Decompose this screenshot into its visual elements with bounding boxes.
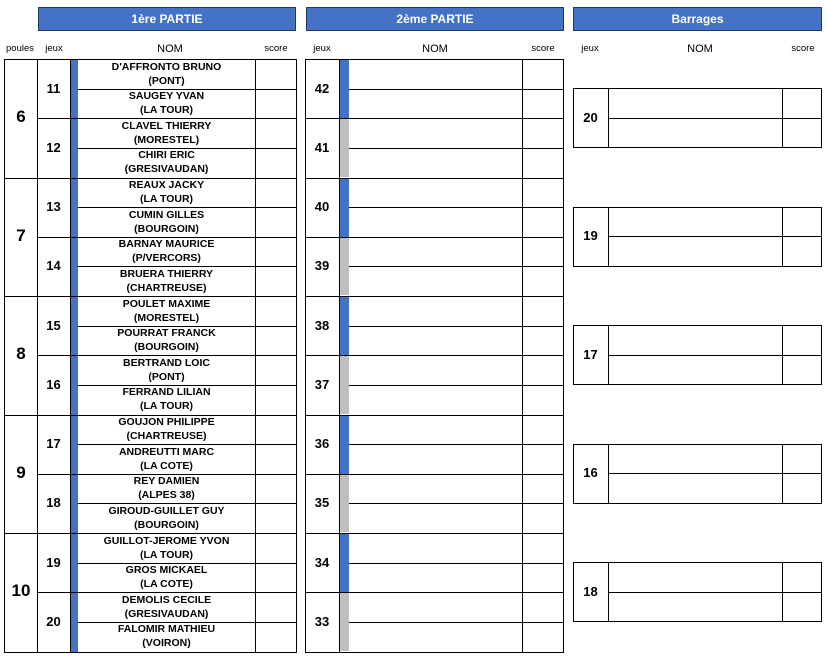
player-club: (LA COTE) xyxy=(140,578,193,591)
player-divider xyxy=(349,148,564,149)
player-club: (CHARTREUSE) xyxy=(126,430,207,442)
part2-bar-blue xyxy=(340,416,349,474)
player-club: (ALPES 38) xyxy=(138,489,195,502)
player-divider xyxy=(349,563,564,564)
player-name: POULET MAXIME xyxy=(122,297,211,310)
game-number: 11 xyxy=(46,80,61,96)
game-divider xyxy=(305,355,564,356)
player-divider xyxy=(608,592,822,593)
player-name: FALOMIR MATHIEU xyxy=(117,623,216,636)
poule-number: 6 xyxy=(16,107,26,127)
game-number: 17 xyxy=(46,436,61,452)
game-number: 19 xyxy=(46,554,61,570)
player-divider xyxy=(349,326,564,327)
game-number: 19 xyxy=(583,228,598,243)
part2-bar-blue xyxy=(340,297,349,355)
player-divider xyxy=(349,444,564,445)
player-name: POURRAT FRANCK xyxy=(117,327,216,340)
header-part1: 1ère PARTIE xyxy=(38,7,296,31)
player-club: (GRESIVAUDAN) xyxy=(124,163,209,176)
player-divider xyxy=(349,503,564,504)
part2-bar-grey xyxy=(340,592,349,650)
game-number: 16 xyxy=(583,465,598,480)
player-club: (VOIRON) xyxy=(142,637,191,650)
game-number: 12 xyxy=(46,139,61,155)
game-number: 33 xyxy=(314,613,330,629)
player-club: (MORESTEL) xyxy=(133,311,200,324)
game-number: 14 xyxy=(46,258,61,274)
player-divider xyxy=(608,355,822,356)
game-number: 20 xyxy=(46,613,61,629)
player-name: CUMIN GILLES xyxy=(128,208,205,221)
game-number: 34 xyxy=(314,554,330,570)
player-club: (LA TOUR) xyxy=(139,104,194,117)
game-number: 36 xyxy=(314,436,330,452)
player-name: GOUJON PHILIPPE xyxy=(118,416,215,428)
game-number: 40 xyxy=(314,199,330,215)
game-number: 20 xyxy=(583,109,598,125)
player-divider xyxy=(349,207,564,208)
player-name: GROS MICKAEL xyxy=(125,564,208,577)
header-barrages: Barrages xyxy=(573,7,822,31)
game-number: 17 xyxy=(583,346,598,362)
player-club: (CHARTREUSE) xyxy=(126,281,207,294)
player-name: DEMOLIS CECILE xyxy=(121,593,212,606)
part2-bar-grey xyxy=(340,237,349,295)
colhead-score-3: score xyxy=(791,43,815,54)
player-club: (GRESIVAUDAN) xyxy=(124,607,209,620)
player-name: CLAVEL THIERRY xyxy=(121,119,212,132)
poule-number: 7 xyxy=(16,225,26,245)
colhead-poules: poules xyxy=(6,43,34,54)
header-part2: 2ème PARTIE xyxy=(306,7,564,31)
game-divider xyxy=(305,592,564,593)
game-number: 13 xyxy=(46,199,61,215)
player-club: (BOURGOIN) xyxy=(134,518,199,531)
player-divider xyxy=(349,385,564,386)
game-number: 15 xyxy=(46,317,61,333)
player-name: REAUX JACKY xyxy=(128,179,205,191)
player-name: SAUGEY YVAN xyxy=(128,90,205,103)
colhead-score-2: score xyxy=(531,43,555,54)
player-club: (PONT) xyxy=(148,74,185,87)
game-number: 35 xyxy=(314,495,330,511)
part2-bar-blue xyxy=(340,534,349,592)
player-club: (MORESTEL) xyxy=(133,133,200,146)
part2-bar-grey xyxy=(340,474,349,532)
player-divider xyxy=(349,266,564,267)
game-divider xyxy=(305,474,564,475)
player-divider xyxy=(349,89,564,90)
colhead-nom: NOM xyxy=(157,43,183,55)
game-number: 39 xyxy=(314,258,330,274)
game-number: 38 xyxy=(314,317,330,333)
player-name: REY DAMIEN xyxy=(133,475,200,488)
player-name: CHIRI ERIC xyxy=(138,149,195,162)
poule-number: 10 xyxy=(11,581,31,601)
player-club: (BOURGOIN) xyxy=(134,222,199,235)
colhead-jeux-3: jeux xyxy=(581,43,599,54)
player-name: FERRAND LILIAN xyxy=(122,386,211,399)
player-club: (PONT) xyxy=(148,370,185,383)
part2-bar-blue xyxy=(340,60,349,118)
colhead-score: score xyxy=(264,43,288,54)
poule-number: 8 xyxy=(16,344,26,364)
player-name: ANDREUTTI MARC xyxy=(118,445,215,458)
player-name: GIROUD-GUILLET GUY xyxy=(108,504,225,517)
player-name: BARNAY MAURICE xyxy=(118,238,215,251)
player-name: BRUERA THIERRY xyxy=(119,267,214,280)
player-name: D'AFFRONTO BRUNO xyxy=(111,60,222,73)
player-divider xyxy=(608,118,822,119)
player-name: BERTRAND LOIC xyxy=(123,356,210,369)
colhead-jeux-2: jeux xyxy=(313,43,331,54)
colhead-nom-3: NOM xyxy=(687,43,713,55)
player-club: (P/VERCORS) xyxy=(132,252,201,265)
player-club: (LA TOUR) xyxy=(139,400,194,413)
player-club: (LA TOUR) xyxy=(139,193,194,205)
player-divider xyxy=(349,622,564,623)
game-number: 18 xyxy=(46,495,61,511)
game-number: 18 xyxy=(583,583,598,599)
game-number: 37 xyxy=(314,376,330,392)
player-club: (LA COTE) xyxy=(140,459,193,472)
player-club: (BOURGOIN) xyxy=(134,341,199,354)
player-name: GUILLOT-JEROME YVON xyxy=(103,534,230,547)
part2-bar-grey xyxy=(340,118,349,176)
game-divider xyxy=(305,237,564,238)
game-number: 16 xyxy=(46,376,61,392)
game-number: 41 xyxy=(314,139,330,155)
part2-bar-grey xyxy=(340,355,349,413)
colhead-jeux: jeux xyxy=(45,43,63,54)
player-club: (LA TOUR) xyxy=(139,548,194,561)
poule-number: 9 xyxy=(16,462,26,482)
player-divider xyxy=(608,473,822,474)
game-number: 42 xyxy=(314,80,330,96)
colhead-nom-2: NOM xyxy=(422,43,448,55)
player-divider xyxy=(608,236,822,237)
game-divider xyxy=(305,118,564,119)
part2-bar-blue xyxy=(340,179,349,237)
